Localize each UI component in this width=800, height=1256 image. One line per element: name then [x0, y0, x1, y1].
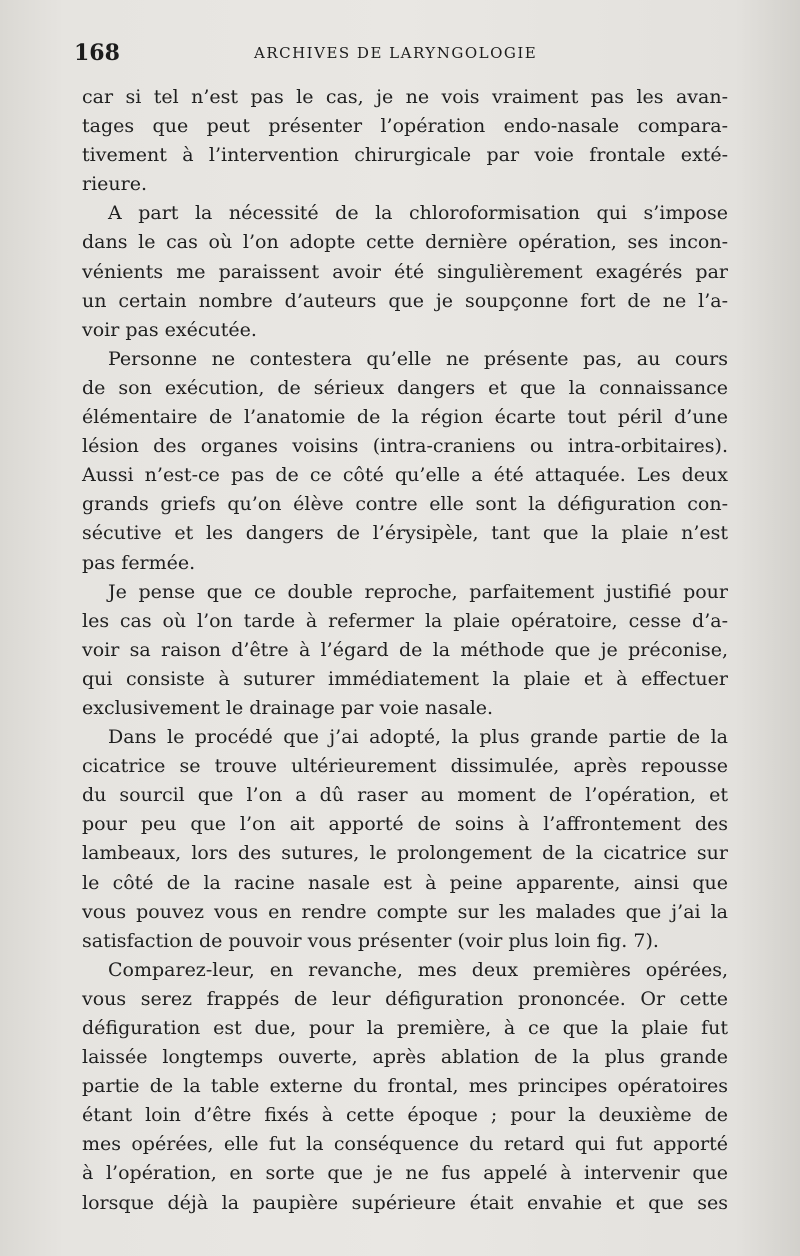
text-line: A part la nécessité de la chloroformisation qui s’impose: [108, 202, 728, 225]
text-line: à l’opération, en sorte que je ne fus appelé à intervenir que: [82, 1162, 728, 1185]
text-line: le côté de la racine nasale est à peine apparente, ainsi que: [82, 871, 728, 894]
text-line: du sourcil que l’on a dû raser au moment de l’opération, et: [82, 784, 728, 807]
text-line: voir pas exécutée.: [82, 318, 257, 341]
text-line: car si tel n’est pas le cas, je ne vois vraiment pas les avan-: [82, 86, 728, 108]
text-line: tivement à l’intervention chirurgicale par voie frontale exté-: [82, 144, 728, 167]
text-line: lambeaux, lors des sutures, le prolongement de la cicatrice sur: [82, 842, 728, 865]
text-line: exclusivement le drainage par voie nasale.: [82, 696, 494, 719]
text-line: un certain nombre d’auteurs que je soupçonne fort de ne l’a-: [82, 289, 728, 312]
text-line: vous serez frappés de leur défiguration prononcée. Or cette: [82, 987, 728, 1010]
text-line: cicatrice se trouve ultérieurement dissimulée, après repousse: [82, 755, 728, 778]
text-line: Dans le procédé que j’ai adopté, la plus grande partie de la: [108, 726, 728, 749]
text-line: de son exécution, de sérieux dangers et que la connaissance: [82, 376, 728, 399]
text-line: lésion des organes voisins (intra-craniens ou intra-orbitaires).: [82, 435, 728, 458]
text-line: Comparez-leur, en revanche, mes deux premières opérées,: [108, 958, 728, 981]
text-line: les cas où l’on tarde à refermer la plaie opératoire, cesse d’a-: [82, 609, 728, 632]
text-line: partie de la table externe du frontal, mes principes opératoires: [82, 1075, 728, 1098]
page-header: [74, 40, 714, 66]
text-line: élémentaire de l’anatomie de la région écarte tout péril d’une: [82, 406, 728, 429]
text-line: lorsque déjà la paupière supérieure était envahie et que ses: [82, 1191, 728, 1214]
text-line: pour peu que l’on ait apporté de soins à l’affrontement des: [82, 813, 728, 836]
body-text: [82, 83, 728, 1218]
text-line: pas fermée.: [82, 551, 196, 574]
running-head: ARCHIVES DE LARYNGOLOGIE: [254, 44, 538, 62]
text-line: défiguration est due, pour la première, à ce que la plaie fut: [82, 1017, 728, 1039]
text-line: grands griefs qu’on élève contre elle sont la défiguration con-: [82, 493, 728, 516]
text-line: mes opérées, elle fut la conséquence du retard qui fut apporté: [82, 1133, 728, 1156]
text-line: étant loin d’être fixés à cette époque ; pour la deuxième de: [82, 1104, 728, 1127]
text-line: rieure.: [82, 173, 148, 196]
text-line: laissée longtemps ouverte, après ablation de la plus grande: [82, 1046, 728, 1069]
text-line: sécutive et les dangers de l’érysipèle, tant que la plaie n’est: [82, 522, 728, 545]
page-number: 168: [74, 40, 120, 66]
text-line: vous pouvez vous en rendre compte sur les malades que j’ai la: [82, 900, 728, 923]
text-line: dans le cas où l’on adopte cette dernière opération, ses incon-: [82, 231, 728, 254]
text-line: tages que peut présenter l’opération endo-nasale compara-: [82, 115, 728, 138]
text-line: voir sa raison d’être à l’égard de la méthode que je préconise,: [82, 638, 728, 661]
text-line: Personne ne contestera qu’elle ne présente pas, au cours: [108, 347, 728, 370]
text-line: qui consiste à suturer immédiatement la plaie et à effectuer: [82, 667, 728, 690]
text-line: satisfaction de pouvoir vous présenter (voir plus loin fig. 7).: [82, 929, 659, 952]
text-line: vénients me paraissent avoir été singulièrement exagérés par: [82, 260, 728, 283]
text-line: Je pense que ce double reproche, parfaitement justifié pour: [108, 580, 728, 603]
text-line: Aussi n’est-ce pas de ce côté qu’elle a été attaquée. Les deux: [82, 464, 728, 487]
